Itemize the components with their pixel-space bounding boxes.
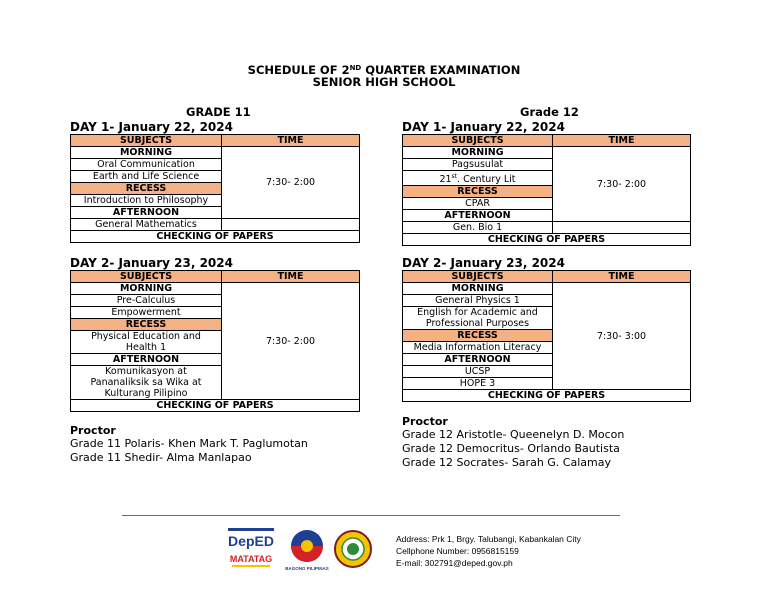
subject-cell: English for Academic and Professional Purposes: [403, 307, 553, 330]
morning-label: MORNING: [403, 283, 553, 295]
document-title: SCHEDULE OF 2ND QUARTER EXAMINATION: [247, 63, 521, 77]
grade12-day1-table: [402, 134, 691, 246]
col-subjects: SUBJECTS: [403, 135, 553, 147]
checking-row: CHECKING OF PAPERS: [403, 234, 691, 246]
grade12-day2-table: [402, 270, 691, 402]
subject-cell: General Mathematics: [71, 219, 222, 231]
recess-label: RECESS: [71, 183, 222, 195]
grade11-proctor-line: Grade 11 Polaris- Khen Mark T. Paglumotan: [70, 437, 308, 450]
subject-cell: Physical Education and Health 1: [71, 331, 222, 354]
bagong-pilipinas-logo: [284, 528, 330, 574]
footer-rule: [122, 515, 620, 516]
col-time: TIME: [553, 135, 691, 147]
school-seal-logo: [334, 530, 372, 568]
time-cell: 7:30- 2:00: [222, 147, 360, 219]
footer-email: E-mail: 302791@deped.gov.ph: [396, 558, 513, 568]
morning-label: MORNING: [403, 147, 553, 159]
time-cell: 7:30- 2:00: [553, 147, 691, 222]
recess-label: RECESS: [403, 330, 553, 342]
morning-label: MORNING: [71, 283, 222, 295]
footer-address: Address: Prk 1, Brgy. Talubangi, Kabankalan City: [396, 534, 581, 544]
checking-row: CHECKING OF PAPERS: [71, 400, 360, 412]
recess-label: RECESS: [71, 319, 222, 331]
subject-cell: CPAR: [403, 198, 553, 210]
morning-label: MORNING: [71, 147, 222, 159]
time-cell: 7:30- 2:00: [222, 283, 360, 400]
col-time: TIME: [222, 271, 360, 283]
grade11-heading: GRADE 11: [186, 105, 251, 119]
footer-phone: Cellphone Number: 0956815159: [396, 546, 519, 556]
subject-cell: UCSP: [403, 366, 553, 378]
subject-cell: Gen. Bio 1: [403, 222, 553, 234]
grade11-day2-heading: DAY 2- January 23, 2024: [70, 256, 233, 270]
grade12-heading: Grade 12: [520, 105, 579, 119]
afternoon-label: AFTERNOON: [403, 354, 553, 366]
afternoon-label: AFTERNOON: [71, 207, 222, 219]
subject-cell: Pre-Calculus: [71, 295, 222, 307]
document-subtitle: SENIOR HIGH SCHOOL: [312, 75, 456, 89]
grade12-proctor-line: Grade 12 Aristotle- Queenelyn D. Mocon: [402, 428, 625, 441]
subject-cell: Introduction to Philosophy: [71, 195, 222, 207]
afternoon-label: AFTERNOON: [403, 210, 553, 222]
col-time: TIME: [222, 135, 360, 147]
grade12-day2-heading: DAY 2- January 23, 2024: [402, 256, 565, 270]
grade11-proctor-line: Grade 11 Shedir- Alma Manlapao: [70, 451, 252, 464]
col-subjects: SUBJECTS: [71, 135, 222, 147]
subject-cell: General Physics 1: [403, 295, 553, 307]
deped-matatag-logo: [226, 528, 276, 574]
col-time: TIME: [553, 271, 691, 283]
grade11-day1-heading: DAY 1- January 22, 2024: [70, 120, 233, 134]
svg-text:BAGONG PILIPINAS: BAGONG PILIPINAS: [285, 566, 329, 571]
subject-cell: HOPE 3: [403, 378, 553, 390]
subject-cell: Earth and Life Science: [71, 171, 222, 183]
grade11-day1-table: [70, 134, 360, 243]
subject-cell: Media Information Literacy: [403, 342, 553, 354]
svg-text:DepED: DepED: [228, 533, 274, 549]
subject-cell: 21st. Century Lit: [403, 171, 553, 186]
svg-text:MATATAG: MATATAG: [229, 554, 273, 564]
grade11-day2-table: [70, 270, 360, 412]
afternoon-label: AFTERNOON: [71, 354, 222, 366]
col-subjects: SUBJECTS: [71, 271, 222, 283]
col-subjects: SUBJECTS: [403, 271, 553, 283]
subject-cell: Komunikasyon at Pananaliksik sa Wika at Kulturang Pilipino: [71, 366, 222, 400]
checking-row: CHECKING OF PAPERS: [403, 390, 691, 402]
grade12-proctor-line: Grade 12 Democritus- Orlando Bautista: [402, 442, 620, 455]
checking-row: CHECKING OF PAPERS: [71, 231, 360, 243]
grade12-day1-heading: DAY 1- January 22, 2024: [402, 120, 565, 134]
grade11-proctor-title: Proctor: [70, 424, 116, 437]
recess-label: RECESS: [403, 186, 553, 198]
grade12-proctor-line: Grade 12 Socrates- Sarah G. Calamay: [402, 456, 611, 469]
grade12-proctor-title: Proctor: [402, 415, 448, 428]
subject-cell: Empowerment: [71, 307, 222, 319]
subject-cell: Pagsusulat: [403, 159, 553, 171]
subject-cell: Oral Communication: [71, 159, 222, 171]
time-cell: 7:30- 3:00: [553, 283, 691, 390]
